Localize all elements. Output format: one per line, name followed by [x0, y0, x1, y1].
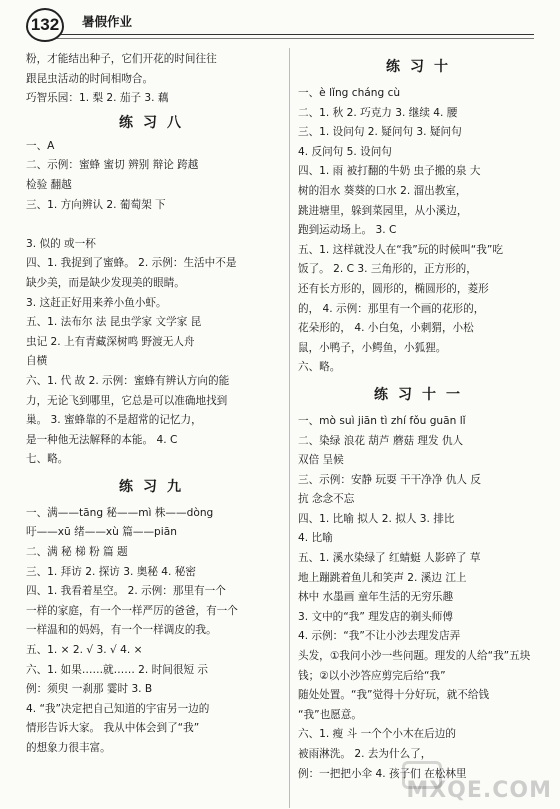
answer-line: 3. 这赶正好用来养小鱼小虾。 [26, 296, 167, 309]
text-line: 跟昆虫活动的时间相吻合。 [26, 72, 154, 85]
exercise-title: 练习八 [119, 114, 191, 131]
answer-line: 情形告诉大家。 我从中体会到了“我” [26, 722, 200, 735]
answer-line: 跑到运动场上。 3. C [298, 224, 397, 237]
answer-line: 五、1. 溪水染绿了 红蜻蜓 人影碎了 草 [298, 552, 481, 565]
answer-line: 的想象力很丰富。 [26, 742, 111, 754]
answer-line: 吁——xū 绪——xù 篇——piān [26, 526, 177, 539]
answer-line: 双倍 呈候 [298, 454, 344, 467]
answer-line: 力，无论飞到哪里，它总是可以准确地找到 [26, 394, 228, 407]
exercise-title: 练习十 [386, 59, 458, 75]
column-divider [289, 48, 290, 808]
exercise-8-answers [26, 137, 284, 470]
answer-line: 一样的家庭，有一个一样严厉的爸爸，有一个 [26, 604, 238, 617]
exercise-title: 练习九 [119, 478, 191, 495]
answer-line: 一、满——tāng 秘——mì 株——dòng [26, 506, 214, 519]
answer-line: 二、满 秘 梯 粉 篇 题 [26, 546, 128, 559]
answer-line: 二、1. 秋 2. 巧克力 3. 继续 4. 腰 [298, 106, 458, 119]
answer-line: 4. 比喻 [298, 532, 333, 545]
answer-line: 六、1. 如果……就…… 2. 时间很短 示 [26, 663, 208, 676]
text-line: 巧智乐园：1. 梨 2. 茄子 3. 藕 [26, 92, 169, 105]
answer-line: 巢。 3. 蜜蜂靠的不是超常的记忆力， [26, 414, 202, 427]
answer-line: 五、1. 这样就没人在“我”玩的时候叫“我”吃 [298, 243, 503, 256]
answer-line: 四、1. 我看着星空。 2. 示例：那里有一个 [26, 585, 226, 598]
answer-line: 例：一把把小伞 4. 孩子们 在松林里 [298, 767, 467, 780]
answer-line: 是一种他无法解释的本能。 4. C [26, 433, 178, 446]
answer-line: 4. 示例：“我”不让小沙去理发店弄 [298, 630, 461, 643]
answer-line: 3. 文中的“我” 理发店的剃头师傅 [298, 610, 453, 623]
exercise-11-answers [298, 412, 546, 784]
answer-line: 二、染绿 浪花 葫芦 蘑菇 理发 仇人 [298, 434, 464, 447]
answer-line: 三、1. 方向辨认 2. 葡萄架 下 [26, 198, 166, 211]
answer-line: 六、1. 瘦 斗 一个个小木在后边的 [298, 728, 456, 741]
answer-line: 三、1. 设问句 2. 疑问句 3. 疑问句 [298, 126, 462, 139]
header-rule-thin [56, 38, 534, 39]
answer-line: 一、A [26, 139, 55, 152]
answer-line: 4. “我”决定把自己知道的宇宙另一边的 [26, 702, 210, 715]
answer-line: “我”也愿意。 [298, 708, 362, 721]
answer-line: 头发，①我问小沙一些问题。理发的人给“我”五块 [298, 650, 531, 663]
answer-line: 花朵形的， 4. 小白兔，小刺猬，小松 [298, 322, 474, 335]
answer-line [26, 215, 284, 235]
exercise-title: 练习十一 [374, 386, 470, 403]
answer-line: 的， 4. 示例：那里有一个画的花形的， [298, 302, 485, 315]
answer-line: 4. 反问句 5. 设问句 [298, 145, 392, 158]
answer-line: 检验 翻越 [26, 178, 72, 191]
right-column [298, 50, 546, 784]
exercise-9-answers [26, 504, 284, 759]
answer-line: 四、1. 比喻 拟人 2. 拟人 3. 排比 [298, 512, 455, 525]
watermark: MXQE.COM [406, 778, 552, 803]
answer-line: 鼠，小鸭子，小鳄鱼，小狐狸。 [298, 341, 447, 354]
answer-line: 缺少美，而是缺少发现美的眼睛。 [26, 276, 185, 289]
answer-line: 还有长方形的，圆形的，椭圆形的，菱形 [298, 282, 489, 295]
answer-line: 树的泪水 葵葵的口水 2. 溜出教室， [298, 184, 467, 197]
answer-line: 五、1. × 2. √ 3. √ 4. × [26, 644, 143, 657]
answer-line: 五、1. 法布尔 法 昆虫学家 文学家 昆 [26, 316, 202, 329]
answer-line: 林中 水墨画 童年生活的无穷乐趣 [298, 591, 454, 604]
answer-line: 一、mò suì jiān tì zhí fǒu guān lǐ [298, 414, 466, 427]
header-title: 暑假作业 [82, 14, 133, 29]
page-number: 132 [26, 8, 64, 42]
answer-line: 三、1. 拜访 2. 探访 3. 奥秘 4. 秘密 [26, 565, 196, 578]
left-column [26, 50, 284, 759]
answer-line: 抗 念念不忘 [298, 493, 355, 506]
answer-line: 地上蹦跳着鱼儿和笑声 2. 溪边 江上 [298, 571, 467, 584]
answer-line: 四、1. 我捉到了蜜蜂。 2. 示例：生活中不是 [26, 257, 237, 270]
answer-line: 跳进塘里，躲到菜园里，从小溪边， [298, 204, 468, 217]
answer-line: 3. 似的 或一杯 [26, 237, 96, 250]
page-header [0, 0, 560, 44]
answer-line: 三、示例：安静 玩耍 干干净净 仇人 反 [298, 473, 481, 486]
answer-line: 自横 [26, 355, 48, 368]
answer-line: 一样温和的妈妈，有一个一样调皮的我。 [26, 624, 217, 637]
answer-line: 随处处置。“我”觉得十分好玩，就不给钱 [298, 689, 490, 702]
answer-line: 饭了。 2. C 3. 三角形的，正方形的， [298, 263, 477, 276]
answer-line: 六、略。 [298, 361, 341, 374]
exercise-10-answers [298, 84, 546, 378]
answer-line: 被雨淋洗。 2. 去为什么了， [298, 748, 432, 760]
answer-line: 四、1. 雨 被打翻的牛奶 虫子搬的泉 大 [298, 165, 481, 178]
answer-line: 一、è lǐng cháng cù [298, 87, 401, 99]
answer-line: 虫记 2. 上有青藏深树鸣 野渡无人舟 [26, 335, 195, 348]
text-line: 粉，才能结出种子，它们开花的时间往往 [26, 53, 217, 65]
answer-line: 例：须臾 一刹那 霎时 3. B [26, 683, 153, 696]
answer-line: 二、示例：蜜蜂 蜜切 辨别 辩论 跨越 [26, 159, 199, 172]
intro-text [26, 50, 284, 109]
header-rule [56, 34, 534, 35]
answer-line: 钱；②以小沙答应剪完后给“我” [298, 669, 446, 682]
answer-line: 七、略。 [26, 453, 69, 466]
answer-line: 六、1. 代 故 2. 示例：蜜蜂有辨认方向的能 [26, 374, 230, 387]
